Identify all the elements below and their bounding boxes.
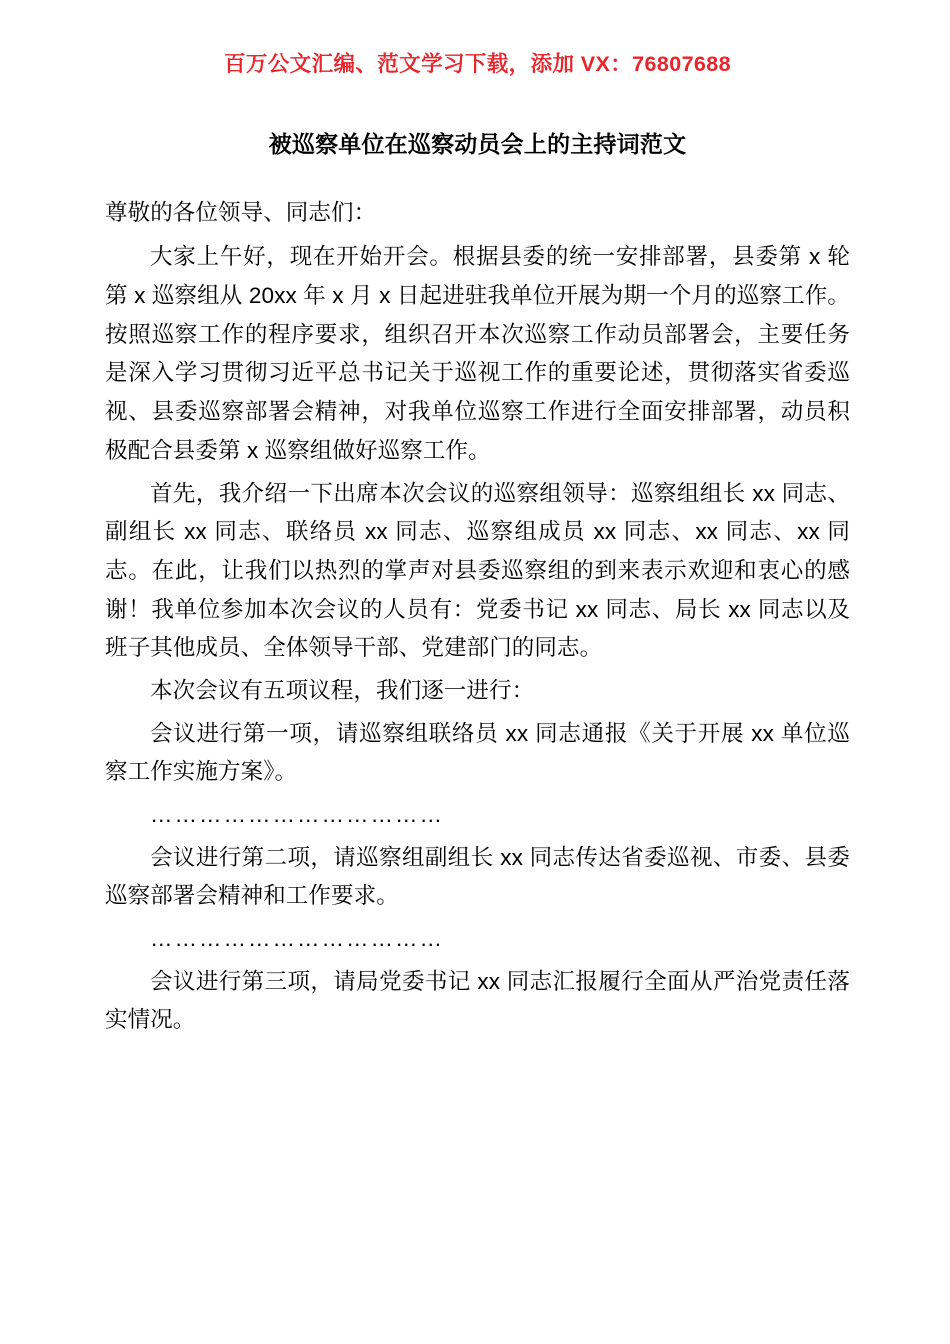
page-title: 被巡察单位在巡察动员会上的主持词范文 <box>268 130 687 157</box>
paragraph-agenda-item-1: 会议进行第一项，请巡察组联络员 xx 同志通报《关于开展 xx 单位巡察工作实施方案》。 <box>105 720 850 785</box>
paragraph-agenda-item-3: 会议进行第三项，请局党委书记 xx 同志汇报履行全面从严治党责任落实情况。 <box>105 968 850 1033</box>
paragraph-agenda-item-2: 会议进行第二项，请巡察组副组长 xx 同志传达省委巡视、市委、县委巡察部署会精神和工作要求。 <box>105 844 850 909</box>
paragraph-opening: 大家上午好，现在开始开会。根据县委的统一安排部署，县委第 x 轮第 x 巡察组从 20xx 年 x 月 x 日起进驻我单位开展为期一个月的巡察工作。按照巡察工作的程序要求，组织召开本次巡察工作动员部署会，主要任务是深入学习贯彻习近平总书记关于巡视工作的重要论述，贯彻落实省委巡视、县委巡察部署会精神，对我单位巡察工作进行全面安排部署，动员积极配合县委第 x 巡察组做好巡察工作。 <box>105 244 850 463</box>
watermark-banner: 百万公文汇编、范文学习下载，添加 VX：76807688 <box>223 52 731 76</box>
paragraph-salutation: 尊敬的各位领导、同志们： <box>105 199 377 225</box>
paragraph-introductions: 首先，我介绍一下出席本次会议的巡察组领导：巡察组组长 xx 同志、副组长 xx 同志、联络员 xx 同志、巡察组成员 xx 同志、xx 同志、xx 同志。在此，让我们以热烈的掌声对县委巡察组的到来表示欢迎和衷心的感谢！我单位参加本次会议的人员有：党委书记 xx 同志、局长 xx 同志以及班子其他成员、全体领导干部、党建部门的同志。 <box>105 480 850 661</box>
document-body <box>105 194 850 1040</box>
paragraph-ellipsis-2: ……………………………… <box>150 926 444 952</box>
paragraph-agenda-intro: 本次会议有五项议程，我们逐一进行： <box>150 677 535 703</box>
paragraph-ellipsis-1: ……………………………… <box>150 802 444 827</box>
